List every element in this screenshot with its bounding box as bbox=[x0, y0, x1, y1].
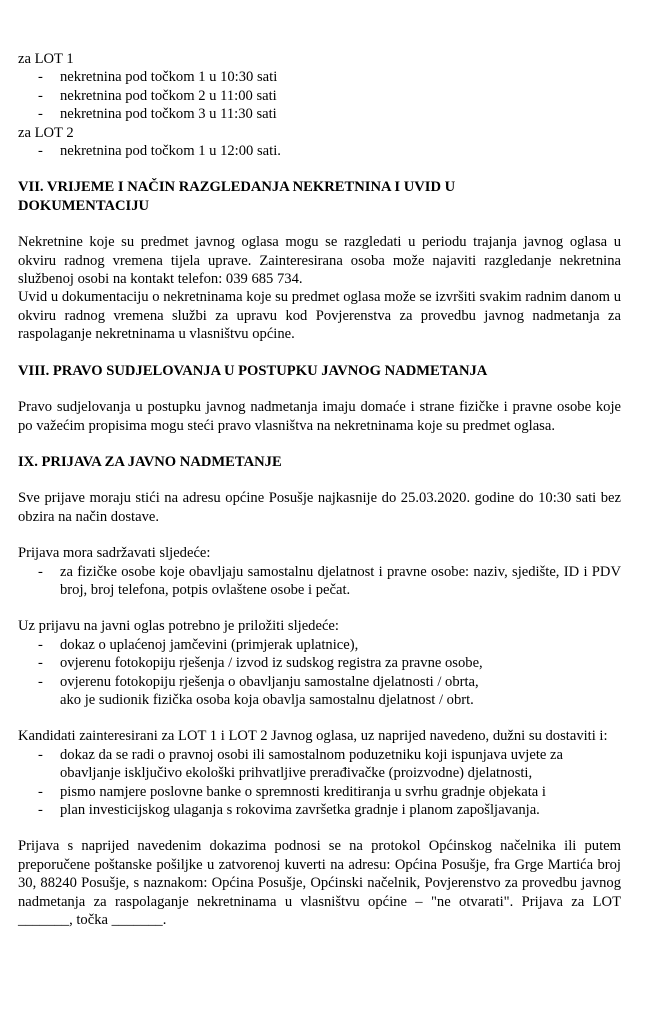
section9-paragraph-1: Sve prijave moraju stići na adresu općine Posušje najkasnije do 25.03.2020. godine do 10:30 sati bez obzira na način dostave. bbox=[18, 490, 621, 525]
list-item: - plan investicijskog ulaganja s rokovima završetka gradnje i planom zapošljavanja. bbox=[18, 801, 621, 819]
list-item: - za fizičke osobe koje obavljaju samostalnu djelatnost i pravne osobe: naziv, sjedište, ID i PDV broj, broj telefona, potpis ovlaštene osobe i pečat. bbox=[18, 563, 621, 600]
list-item-line: obavljanje isključivo ekološki prihvatljive prerađivačke (proizvodne) djelatnosti, bbox=[60, 765, 533, 782]
list-item-line: ovjerenu fotokopiju rješenja o obavljanju samostalne djelatnosti / obrta, bbox=[60, 673, 479, 690]
section9-contents-intro: Prijava mora sadržavati sljedeće: bbox=[18, 545, 211, 562]
list-item: - nekretnina pod točkom 3 u 11:30 sati bbox=[18, 105, 621, 123]
list-item bbox=[18, 673, 621, 710]
list-item: - dokaz o uplaćenoj jamčevini (primjerak uplatnice), bbox=[18, 636, 621, 654]
list-item: - nekretnina pod točkom 1 u 12:00 sati. bbox=[18, 142, 621, 160]
section7-paragraph-2: Uvid u dokumentaciju o nekretninama koje su predmet oglasa može se izvršiti svakim radnim danom u okviru radnog vremena službi za upravu kod Povjerenstva za provedbu javnog nadmetanja za raspolaganje nekretninama u vlasništvu općine. bbox=[18, 289, 621, 343]
section9-attachments-intro: Uz prijavu na javni oglas potrebno je priložiti sljedeće: bbox=[18, 618, 339, 635]
section9-lot-requirements-intro: Kandidati zainteresirani za LOT 1 i LOT 2 Javnog oglasa, uz naprijed navedeno, dužni su dostaviti i: bbox=[18, 728, 608, 745]
list-item: - pismo namjere poslovne banke o spremnosti kreditiranja u svrhu gradnje objekata i bbox=[18, 783, 621, 801]
section7-paragraph-1: Nekretnine koje su predmet javnog oglasa mogu se razgledati u periodu trajanja javnog oglasa u okviru radnog vremena tijela uprave. Zainteresirana osoba može najaviti razgledanje nekretnina službenoj osobi na kontakt telefon: 039 685 734. bbox=[18, 234, 621, 288]
lot2-list bbox=[18, 142, 621, 160]
section9-lot-requirements-list bbox=[18, 746, 621, 820]
lot1-label: za LOT 1 bbox=[18, 51, 74, 67]
section9-contents-list bbox=[18, 563, 621, 600]
list-item-continuation: ako je sudionik fizička osoba koja obavlja samostalnu djelatnost / obrt. bbox=[60, 691, 474, 708]
list-item: - ovjerenu fotokopiju rješenja / izvod iz sudskog registra za pravne osobe, bbox=[18, 654, 621, 672]
section7-heading-line1: VII. VRIJEME I NAČIN RAZGLEDANJA NEKRETNINA I UVID U bbox=[18, 179, 456, 196]
section8-heading: VIII. PRAVO SUDJELOVANJA U POSTUPKU JAVNOG NADMETANJA bbox=[18, 362, 488, 379]
section7-heading-line2: DOKUMENTACIJU bbox=[18, 197, 150, 214]
lot2-label: za LOT 2 bbox=[18, 124, 74, 141]
list-item: - nekretnina pod točkom 2 u 11:00 sati bbox=[18, 87, 621, 105]
section8-paragraph-1: Pravo sudjelovanja u postupku javnog nadmetanja imaju domaće i strane fizičke i pravne osobe koje po važećim propisima mogu steći pravo vlasništva na nekretninama koje su predmet oglasa. bbox=[18, 399, 621, 434]
document-page bbox=[18, 50, 621, 929]
section7-heading bbox=[18, 178, 621, 215]
list-item-line: dokaz da se radi o pravnoj osobi ili samostalnom poduzetniku koji ispunjava uvjete za bbox=[60, 746, 563, 763]
list-item: - nekretnina pod točkom 1 u 10:30 sati bbox=[18, 68, 621, 86]
section9-submission-paragraph: Prijava s naprijed navedenim dokazima podnosi se na protokol Općinskog načelnika ili putem preporučene poštanske pošiljke u zatvorenoj kuverti na adresu: Općina Posušje, fra Grge Martića broj 30, 88240 Posušje, s naznakom: Općina Posušje, Općinski načelnik, Povjerenstvo za provedbu javnog nadmetanja za raspolaganje nekretninama u vlasništvu općine – "ne otvarati". Prijava za LOT _______, točka _______. bbox=[18, 838, 621, 929]
list-item bbox=[18, 746, 621, 783]
section9-attachments-list bbox=[18, 636, 621, 710]
section9-heading: IX. PRIJAVA ZA JAVNO NADMETANJE bbox=[18, 453, 282, 470]
lot1-list bbox=[18, 68, 621, 123]
